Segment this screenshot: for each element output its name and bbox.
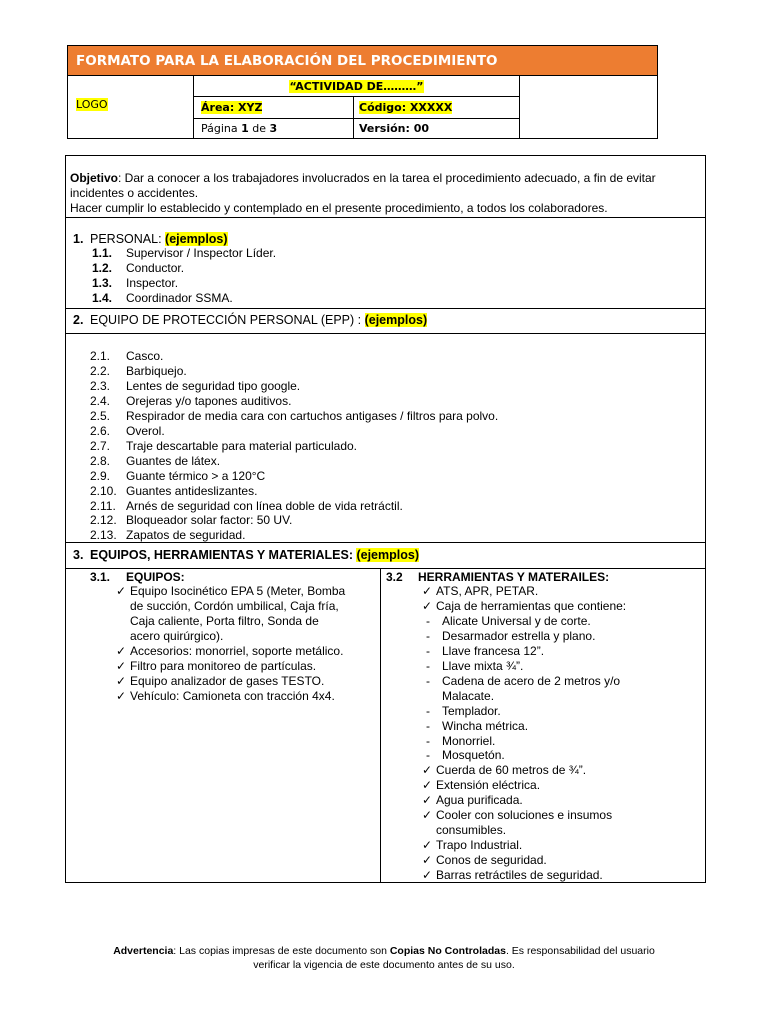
epp-item [90,379,300,394]
item-number: 2.11. [90,498,116,513]
herramientas-item-line [426,674,620,689]
item-text: Extensión eléctrica. [436,778,541,793]
item-number: 2.2. [90,363,111,378]
check-icon: ✓ [422,763,433,778]
check-icon: ✓ [422,868,433,883]
item-text: Desarmador estrella y plano. [442,628,596,643]
item-number: 2.3. [90,378,111,393]
epp-item [90,424,165,439]
item-text: de succión, Cordón umbilical, Caja fría, [130,598,339,613]
equipos-item-line [116,674,324,689]
item-text: Conos de seguridad. [436,853,547,868]
item-text: Coordinador SSMA. [126,290,233,305]
epp-item [90,469,265,484]
item-text: Conductor. [126,260,185,275]
section-equipment-heading: 3. EQUIPOS, HERRAMIENTAS Y MATERIALES: (ejemplos) [73,548,419,562]
procedure-table [65,155,706,883]
herramientas-item-line [426,614,591,629]
item-text: Orejeras y/o tapones auditivos. [126,393,292,408]
equipos-item-line [116,659,316,674]
dash-bullet-icon: - [426,733,430,748]
divider [66,308,705,309]
item-text: Cuerda de 60 metros de ¾”. [436,763,587,778]
dash-bullet-icon: - [426,658,430,673]
item-text: Inspector. [126,275,179,290]
footer-line-1: Advertencia: Las copias impresas de este documento son Copias No Controladas. Es responsabilidad del usuario [113,945,655,957]
herramientas-item-line [426,644,544,659]
item-number: 2.13. [90,528,117,543]
equipos-item-line [116,629,223,644]
item-text: Caja caliente, Porta filtro, Sonda de [130,613,319,628]
item-text: Overol. [126,423,165,438]
personal-item [92,276,178,291]
activity-cell: “ACTIVIDAD DE………” [289,80,424,93]
dash-bullet-icon: - [426,628,430,643]
item-text: acero quirúrgico). [130,628,224,643]
equipos-item-line [116,689,335,704]
item-text: Traje descartable para material particulado. [126,438,358,453]
epp-item [90,349,163,364]
dash-bullet-icon: - [426,718,430,733]
epp-item [90,364,187,379]
divider [519,76,520,139]
equipos-item-line [116,599,339,614]
check-icon: ✓ [116,584,127,598]
check-icon: ✓ [422,778,433,793]
epp-item [90,499,403,514]
item-number: 2.8. [90,453,111,468]
divider [66,333,705,334]
item-text: Malacate. [442,688,495,703]
herramientas-item-line [426,704,501,719]
item-text: consumibles. [436,823,507,838]
item-text: Wincha métrica. [442,718,529,733]
herramientas-item-line [422,584,538,599]
herramientas-item-line [422,838,522,853]
item-text: Barbiquejo. [126,363,187,378]
item-text: Arnés de seguridad con línea doble de vida retráctil. [126,498,403,513]
herramientas-item-line [426,748,505,763]
item-number: 2.4. [90,393,111,408]
item-text: Monorriel. [442,733,496,748]
item-text: Guantes antideslizantes. [126,483,258,498]
personal-item [92,261,184,276]
item-text: Guantes de látex. [126,453,221,468]
item-text: Casco. [126,349,164,363]
herramientas-heading: 3.2 HERRAMIENTAS Y MATERAILES: [386,570,610,584]
herramientas-item-line [422,778,540,793]
check-icon: ✓ [116,688,127,703]
item-text: Equipo analizador de gases TESTO. [130,673,325,688]
item-text: Barras retráctiles de seguridad. [436,868,603,883]
section-epp-heading: 2. EQUIPO DE PROTECCIÓN PERSONAL (EPP) : (ejemplos) [73,313,428,327]
check-icon: ✓ [422,808,433,823]
item-number: 2.7. [90,438,111,453]
equipos-heading: 3.1. EQUIPOS: [90,570,185,584]
item-number: 1.1. [92,246,113,260]
equipos-item-line [116,644,343,659]
item-number: 2.9. [90,468,111,483]
equipos-item-line [116,584,345,599]
objective-line-1: Objetivo: Dar a conocer a los trabajadores involucrados en la tarea el procedimiento adecuado, a fin de evitar [70,171,656,185]
herramientas-item-line [426,659,523,674]
version-cell: Versión: 00 [359,122,430,135]
code-cell: Código: XXXXX [359,101,453,114]
item-text: Supervisor / Inspector Líder. [126,246,277,260]
epp-item [90,484,257,499]
item-text: Llave mixta ¾”. [442,658,524,673]
herramientas-item-line [422,599,626,614]
item-text: Guante térmico > a 120°C [126,468,266,483]
herramientas-item-line [422,868,603,883]
dash-bullet-icon: - [426,613,430,628]
item-number: 2.1. [90,349,111,363]
herramientas-item-line [426,719,528,734]
item-number: 2.5. [90,408,111,423]
equipos-item-line [116,614,319,629]
item-text: Zapatos de seguridad. [126,528,246,543]
herramientas-item-line [442,689,494,704]
dash-bullet-icon: - [426,673,430,688]
herramientas-item-line [426,629,595,644]
item-number: 1.3. [92,275,113,290]
epp-item [90,454,220,469]
item-text: Caja de herramientas que contiene: [436,598,627,613]
item-text: Equipo Isocinético EPA 5 (Meter, Bomba [130,584,346,598]
item-text: Templador. [442,703,501,718]
item-number: 1.2. [92,260,113,275]
divider [66,568,705,569]
area-cell: Área: XYZ [201,101,263,114]
objective-line-2: incidentes o accidentes. [70,186,199,200]
item-text: Respirador de media cara con cartuchos antigases / filtros para polvo. [126,408,499,423]
check-icon: ✓ [116,658,127,673]
footer-warning [60,944,708,972]
check-icon: ✓ [422,853,433,868]
herramientas-item-line [422,793,523,808]
item-text: Agua purificada. [436,793,523,808]
item-number: 2.12. [90,513,117,528]
item-number: 1.4. [92,290,113,305]
personal-item [92,246,276,261]
item-text: Alicate Universal y de corte. [442,613,591,628]
epp-item [90,409,498,424]
divider [380,568,381,882]
herramientas-item-line [436,823,506,838]
item-text: Cooler con soluciones e insumos [436,808,613,823]
objective-line-3: Hacer cumplir lo establecido y contemplado en el presente procedimiento, a todos los colaboradores. [70,201,608,215]
herramientas-item-line [426,734,495,749]
dash-bullet-icon: - [426,643,430,658]
epp-item [90,528,245,543]
item-text: Trapo Industrial. [436,838,523,853]
document-title: FORMATO PARA LA ELABORACIÓN DEL PROCEDIMIENTO [68,46,657,76]
divider [66,217,705,218]
page-cell: Página 1 de 3 [201,122,278,135]
item-number: 2.6. [90,423,111,438]
item-text: Accesorios: monorriel, soporte metálico. [130,643,344,658]
check-icon: ✓ [422,584,433,598]
document-header [67,45,658,139]
epp-item [90,513,292,528]
item-text: Filtro para monitoreo de partículas. [130,658,317,673]
item-number: 2.10. [90,483,117,498]
item-text: Lentes de seguridad tipo google. [126,378,301,393]
check-icon: ✓ [116,673,127,688]
check-icon: ✓ [422,838,433,853]
item-text: Mosquetón. [442,748,505,763]
logo-placeholder: LOGO [76,98,108,111]
dash-bullet-icon: - [426,703,430,718]
epp-item [90,394,291,409]
item-text: ATS, APR, PETAR. [436,584,539,598]
check-icon: ✓ [422,793,433,808]
check-icon: ✓ [116,643,127,658]
herramientas-item-line [422,853,547,868]
item-text: Llave francesa 12”. [442,643,545,658]
footer-line-2: verificar la vigencia de este documento antes de su uso. [253,959,515,971]
herramientas-item-line [422,808,612,823]
section-personal-heading: 1. PERSONAL: (ejemplos) [73,232,228,246]
herramientas-item-line [422,763,586,778]
item-text: Bloqueador solar factor: 50 UV. [126,513,293,528]
item-text: Cadena de acero de 2 metros y/o [442,673,621,688]
dash-bullet-icon: - [426,748,430,763]
personal-item [92,291,233,306]
check-icon: ✓ [422,598,433,613]
epp-item [90,439,357,454]
item-text: Vehículo: Camioneta con tracción 4x4. [130,688,335,703]
